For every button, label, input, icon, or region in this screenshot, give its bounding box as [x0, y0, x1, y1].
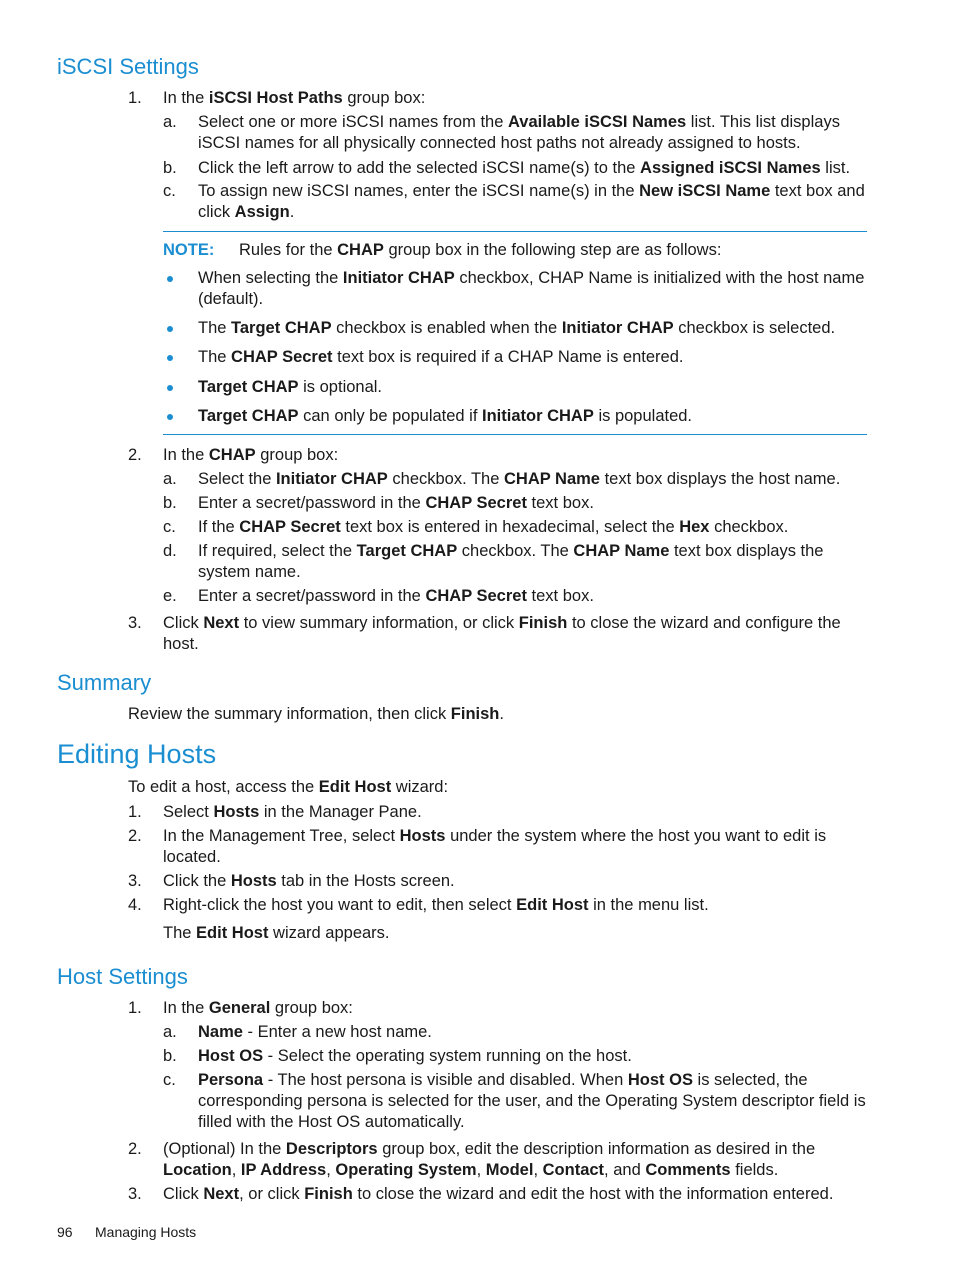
- summary-heading: Summary: [57, 670, 152, 695]
- bullet-icon: [167, 355, 173, 361]
- summary-text: Review the summary information, then click Finish.: [128, 705, 504, 723]
- editing-intro: To edit a host, access the Edit Host wizard:: [128, 778, 449, 796]
- bullet-icon: [167, 385, 173, 391]
- bullet-icon: [167, 326, 173, 332]
- bullet-icon: [167, 276, 173, 282]
- iscsi-settings-heading: iSCSI Settings: [57, 54, 199, 79]
- host-settings-heading: Host Settings: [57, 964, 188, 989]
- page-number: 96: [57, 1224, 73, 1240]
- editing-result: The Edit Host wizard appears.: [163, 924, 390, 942]
- footer-title: Managing Hosts: [95, 1224, 197, 1240]
- editing-hosts-heading: Editing Hosts: [57, 739, 217, 769]
- note-label: NOTE:: [163, 241, 215, 259]
- bullet-icon: [167, 414, 173, 420]
- note-intro: Rules for the CHAP group box in the following step are as follows:: [239, 241, 722, 259]
- chap-rules-note: NOTE: Rules for the CHAP group box in the following step are as follows: When selecting the Initiator CHAP checkbox, CHAP Name is initialized with the host name (default). The Target CHAP checkbox is enabled when the Initiator CHAP checkbox is selected. The CHAP Secret text box is required if a CHAP Name is entered. Target CHAP is optional. Target CHAP can only be populated if Initiator CHAP is populated.: [163, 231, 867, 435]
